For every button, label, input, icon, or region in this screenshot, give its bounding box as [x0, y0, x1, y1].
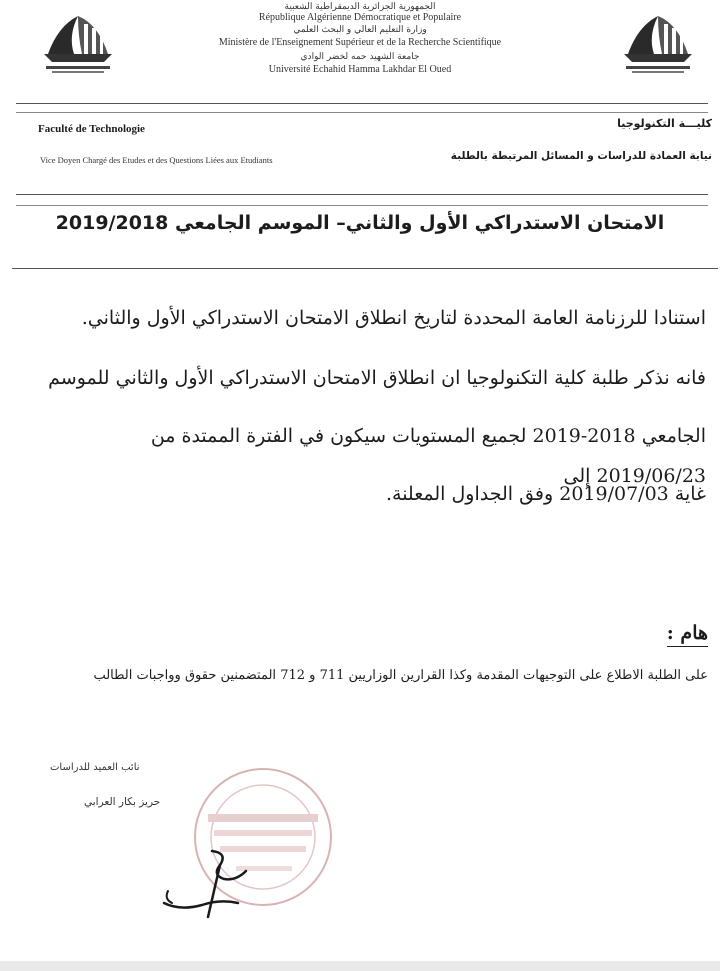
important-text: على الطلبة الاطلاع على التوجيهات المقدمة وكذا القرارين الوزاريين 711 و 712 المتضمنين حقوق وواجبات الطالب: [93, 668, 708, 683]
university-logo-right: [618, 6, 698, 78]
important-label: هام :: [667, 622, 708, 647]
header-divider-thin: [16, 112, 708, 113]
header-republic-fr: République Algérienne Démocratique et Populaire: [258, 12, 462, 23]
page-title: الامتحان الاستدراكي الأول والثاني– الموسم الجامعي 2019/2018: [55, 212, 665, 234]
signatory-title: نائب العميد للدراسات: [50, 762, 140, 773]
vice-dean-ar: نيابة العمادة للدراسات و المسائل المرتبطة بالطلبة: [450, 150, 712, 162]
faculty-name-fr: Faculté de Technologie: [38, 123, 145, 135]
vice-dean-fr: Vice Doyen Chargé des Etudes et des Questions Liées aux Etudiants: [40, 155, 273, 165]
header-university-ar: جامعة الشهيد حمه لخضر الوادي: [300, 52, 420, 62]
body-paragraph-2: [36, 358, 706, 532]
header-university-fr: Université Echahid Hamma Lakhdar El Oued: [268, 64, 452, 75]
body-paragraph-2-line: فانه نذكر طلبة كلية التكنولوجيا ان انطلاق الامتحان الاستدراكي الأول والثاني للموسم: [48, 367, 706, 389]
page-bottom-edge: [0, 961, 720, 971]
signatory-name: حريز بكار العرابي: [84, 796, 161, 808]
header-republic-ar: الجمهورية الجزائرية الديمقراطية الشعبية: [284, 2, 436, 12]
university-logo-left: [38, 6, 118, 78]
header-ministry-ar: وزارة التعليم العالي و البحث العلمي: [293, 25, 427, 35]
header-ministry-fr: Ministère de l'Enseignement Supérieur et de la Recherche Scientifique: [218, 37, 502, 48]
faculty-name-ar: كليـــة التكنولوجيا: [617, 117, 712, 130]
body-paragraph-2-line: غاية 2019/07/03 وفق الجداول المعلنة.: [385, 483, 706, 505]
handwritten-signature: [150, 845, 270, 925]
faculty-divider: [16, 194, 708, 195]
body-paragraph-2-line: الجامعي 2018-2019 لجميع المستويات سيكون في الفترة الممتدة من 2019/06/23 إلى: [150, 425, 706, 487]
body-paragraph-1: استنادا للرزنامة العامة المحددة لتاريخ انطلاق الامتحان الاستدراكي الأول والثاني.: [81, 307, 706, 329]
title-divider: [12, 268, 718, 269]
faculty-divider-thin: [16, 205, 708, 206]
header-divider: [16, 103, 708, 104]
